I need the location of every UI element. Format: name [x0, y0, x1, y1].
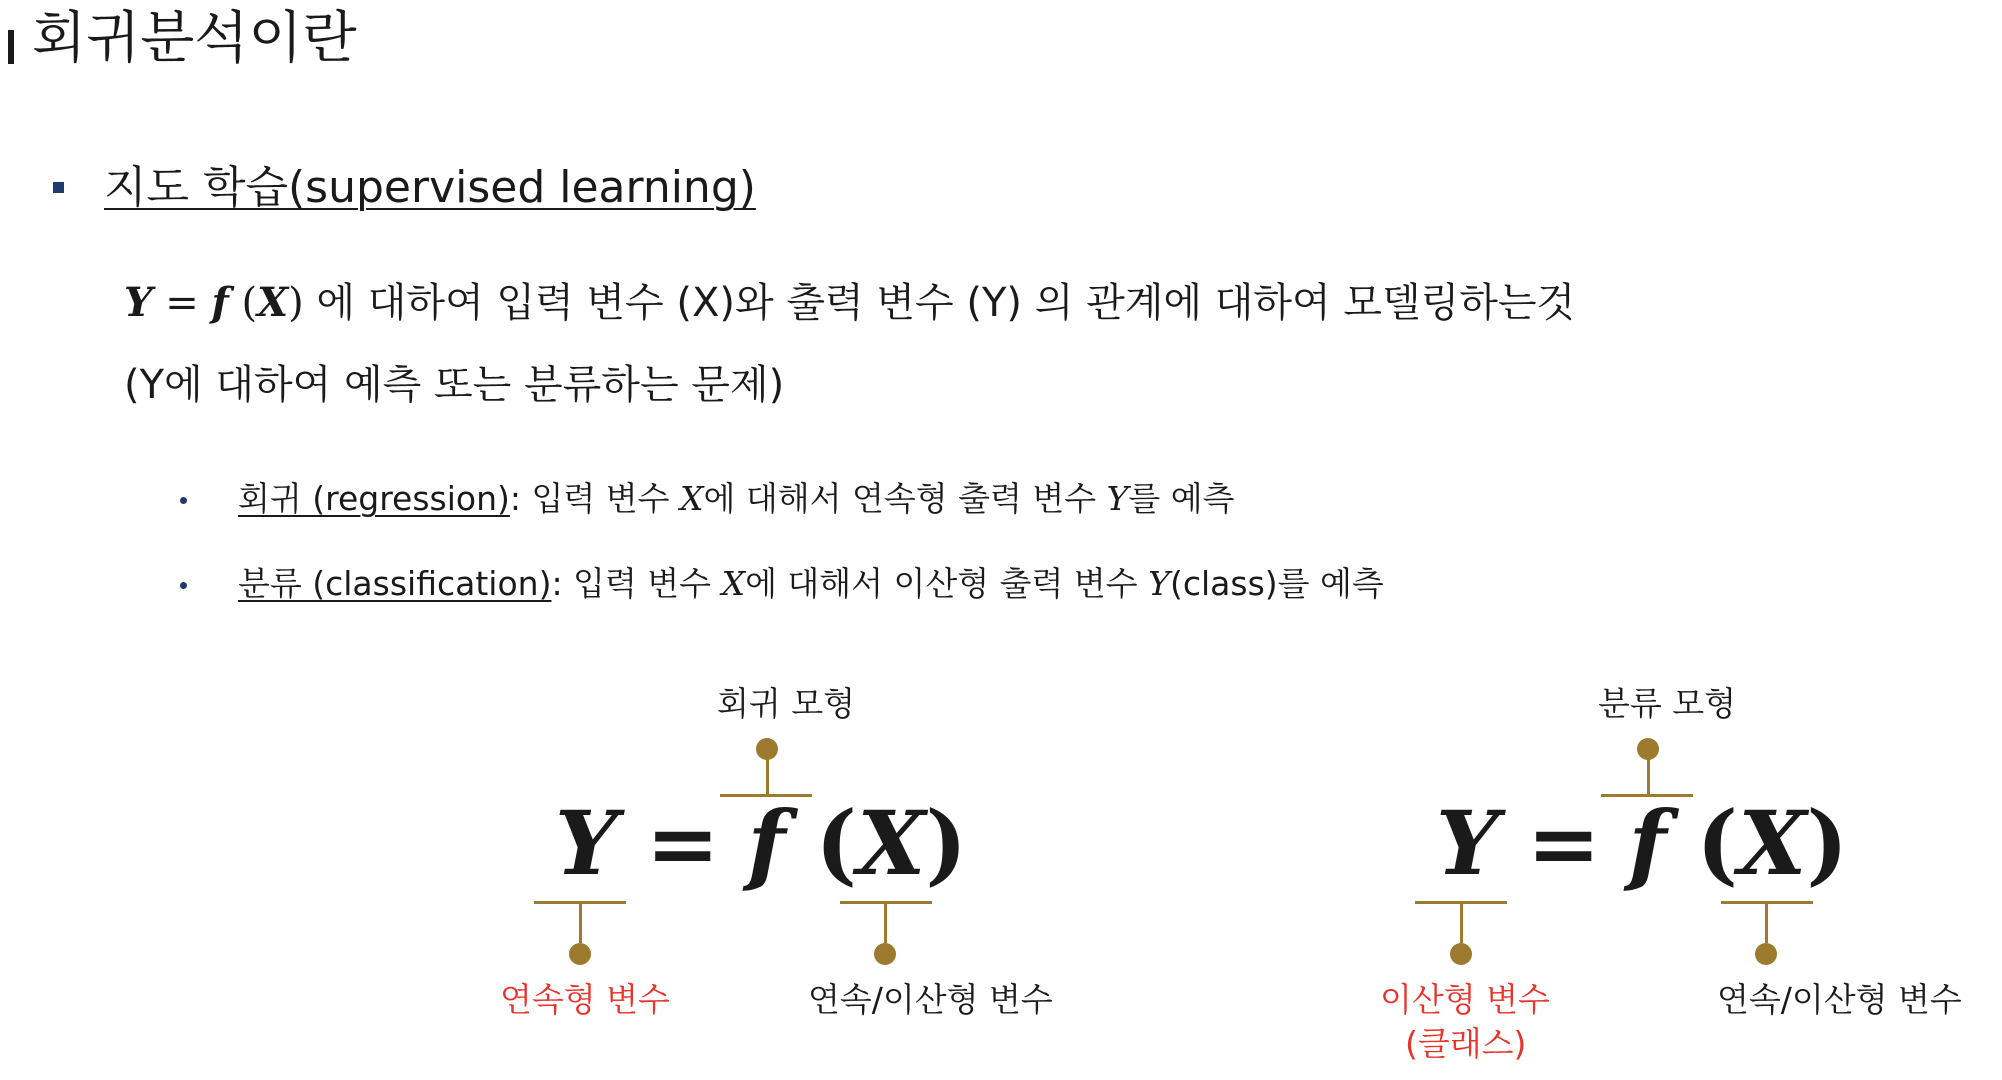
bullet-text: : 입력 변수	[509, 479, 681, 518]
square-bullet-icon	[53, 182, 64, 193]
formula-open-paren: (	[228, 280, 258, 326]
bullet-var-x: X	[721, 564, 746, 603]
eq-close-paren: )	[1806, 791, 1848, 895]
description-line-1	[124, 275, 1575, 331]
formula-equals: =	[152, 280, 212, 326]
eq-f: f	[747, 791, 786, 895]
description-line-2: (Y에 대하여 예측 또는 분류하는 문제)	[124, 362, 785, 408]
section-heading: 지도 학습(supervised learning)	[104, 162, 756, 213]
connector-line	[1460, 903, 1463, 943]
bullet-text: 에 대해서 연속형 출력 변수	[703, 479, 1107, 518]
bullet-var-y: Y	[1106, 479, 1129, 518]
eq-x: X	[1738, 791, 1807, 895]
bullet-text: (class)를 예측	[1169, 564, 1384, 603]
connector-line	[1647, 754, 1650, 796]
connector-dot-icon	[1450, 943, 1472, 965]
eq-f: f	[1628, 791, 1667, 895]
eq-close-paren: )	[925, 791, 967, 895]
output-variable-label: 연속형 변수	[500, 980, 670, 1019]
formula-y: Y	[124, 279, 153, 326]
eq-equals: =	[645, 791, 720, 895]
connector-line	[766, 754, 769, 796]
page-title: 회귀분석이란	[32, 6, 357, 71]
formula-close-paren: )	[288, 280, 304, 326]
input-variable-label: 연속/이산형 변수	[808, 980, 1053, 1019]
connector-line	[884, 903, 887, 943]
output-variable-label: 이산형 변수	[1380, 980, 1550, 1019]
eq-equals: =	[1526, 791, 1601, 895]
equation	[1436, 793, 1848, 893]
bullet-dot-icon	[180, 582, 187, 589]
formula-x: X	[257, 279, 289, 326]
connector-dot-icon	[569, 943, 591, 965]
connector-dot-icon	[1755, 943, 1777, 965]
bullet-var-y: Y	[1148, 564, 1170, 603]
bullet-term: 분류 (classification)	[238, 564, 552, 603]
eq-y: Y	[1436, 791, 1499, 895]
connector-line	[579, 903, 582, 943]
eq-x: X	[857, 791, 926, 895]
input-variable-label: 연속/이산형 변수	[1717, 980, 1962, 1019]
description-text: 에 대하여 입력 변수 (X)와 출력 변수 (Y) 의 관계에 대하여 모델링하는것	[303, 280, 1576, 326]
bullet-classification	[238, 562, 1384, 606]
eq-open-paren: (	[815, 791, 858, 895]
bullet-text: : 입력 변수	[551, 564, 722, 603]
model-label: 분류 모형	[1598, 684, 1737, 723]
connector-line	[1765, 903, 1768, 943]
connector-dot-icon	[874, 943, 896, 965]
equation	[555, 793, 967, 893]
bullet-text: 에 대해서 이산형 출력 변수	[745, 564, 1149, 603]
bullet-term: 회귀 (regression)	[238, 479, 510, 518]
formula-f: f	[211, 279, 229, 326]
title-marker	[8, 30, 14, 64]
eq-open-paren: (	[1696, 791, 1739, 895]
bullet-dot-icon	[180, 497, 187, 504]
bullet-regression	[238, 477, 1235, 521]
bullet-text: 를 예측	[1128, 479, 1235, 518]
bullet-var-x: X	[680, 479, 704, 518]
output-variable-label-sub: (클래스)	[1405, 1024, 1527, 1063]
model-label: 회귀 모형	[717, 684, 856, 723]
eq-y: Y	[555, 791, 618, 895]
